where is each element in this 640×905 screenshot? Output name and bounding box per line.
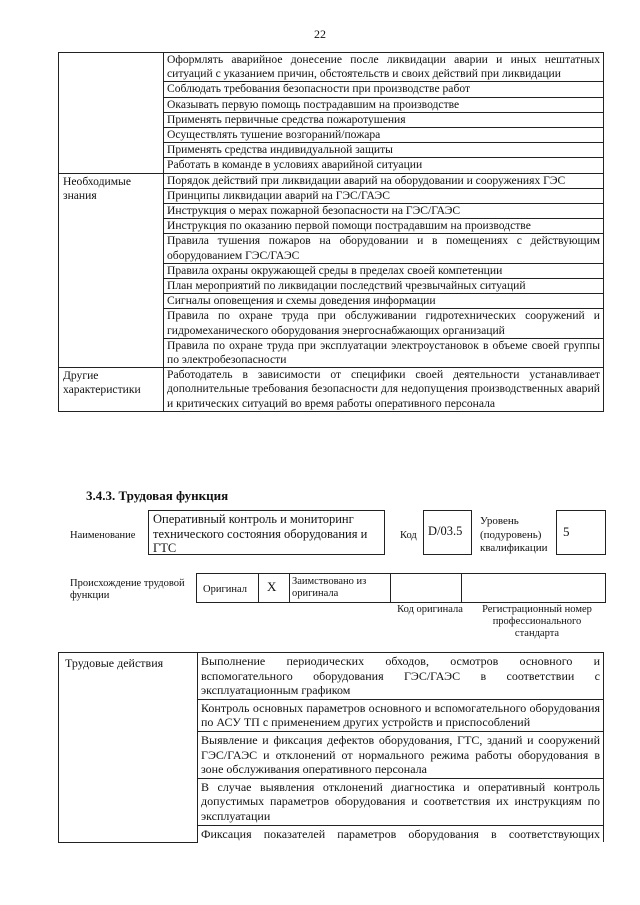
row-label: Другие характеристики [59, 368, 164, 412]
divider [390, 574, 391, 602]
list-item: Правила тушения пожаров на оборудовании и в помещениях с действующим оборудованием ГЭС/ГАЭС [164, 234, 604, 263]
list-item: Осуществлять тушение возгораний/пожара [164, 128, 604, 143]
divider [258, 574, 259, 602]
name-label: Наименование [70, 530, 136, 541]
code-value: D/03.5 [428, 524, 463, 538]
page-number: 22 [314, 27, 326, 41]
origin-box [196, 573, 606, 603]
row-label: Необходимые знания [59, 173, 164, 368]
list-item: Работать в команде в условиях аварийной ситуации [164, 158, 604, 173]
list-item: Порядок действий при ликвидации аварий на оборудовании и сооружениях ГЭС [164, 173, 604, 188]
list-item: Соблюдать требования безопасности при производстве работ [164, 82, 604, 97]
original-mark: X [267, 579, 277, 594]
list-item: Инструкция по оказанию первой помощи пострадавшим на производстве [164, 219, 604, 234]
level-label: Уровень (подуровень) квалификации [480, 515, 548, 554]
list-item: Применять первичные средства пожаротушения [164, 112, 604, 127]
list-item: Выявление и фиксация дефектов оборудования, ГТС, зданий и сооружений ГЭС/ГАЭС и отклонений от нормального режима работы оборудования в зоне обслуживания оперативного персонала [198, 731, 604, 778]
labor-actions-table [58, 652, 604, 843]
list-item: Правила по охране труда при эксплуатации электроустановок в объеме своей группы по электробезопасности [164, 338, 604, 367]
list-item: Инструкция о мерах пожарной безопасности на ГЭС/ГАЭС [164, 204, 604, 219]
table-row [59, 53, 604, 82]
list-item: Правила охраны окружающей среды в пределах своей компетенции [164, 263, 604, 278]
reg-caption: Регистрационный номер профессионального стандарта [482, 604, 592, 639]
row-label [59, 53, 164, 174]
list-item: Работодатель в зависимости от специфики своей деятельности устанавливает дополнительные требования безопасности для недопущения производственных аварий и критических ситуаций во время работы оперативного персонала [164, 368, 604, 412]
list-item: Сигналы оповещения и схемы доведения информации [164, 294, 604, 309]
divider [289, 574, 290, 602]
name-value: Оперативный контроль и мониторинг технического состояния оборудования и ГТС [153, 512, 368, 555]
list-item: План мероприятий по ликвидации последствий чрезвычайных ситуаций [164, 279, 604, 294]
list-item: Оформлять аварийное донесение после ликвидации аварии и иных нештатных ситуаций с указанием причин, обстоятельств и своих действий при ликвидации [164, 53, 604, 82]
list-item: Фиксация показателей параметров оборудования в соответствующих [198, 825, 604, 842]
skills-knowledge-table [58, 52, 604, 412]
code-label: Код [400, 530, 417, 541]
list-item: Применять средства индивидуальной защиты [164, 143, 604, 158]
table-row [59, 173, 604, 188]
list-item: Оказывать первую помощь пострадавшим на производстве [164, 97, 604, 112]
table-row [59, 653, 604, 700]
list-item: Правила по охране труда при обслуживании гидротехнических сооружений и гидромеханического оборудования энергоснабжающих организаций [164, 309, 604, 338]
borrowed-label: Заимствовано из оригинала [292, 576, 367, 599]
list-item: Контроль основных параметров основного и вспомогательного оборудования по АСУ ТП с применением других устройств и приспособлений [198, 699, 604, 731]
list-item: Принципы ликвидации аварий на ГЭС/ГАЭС [164, 188, 604, 203]
name-value-box [148, 510, 385, 555]
list-item: В случае выявления отклонений диагностика и оперативный контроль допустимых параметров оборудования и соответствия их инструкциям по эксплуатации [198, 778, 604, 825]
list-item: Выполнение периодических обходов, осмотров основного и вспомогательного оборудования ГЭС/ГАЭС в соответствии с эксплуатационным графиком [198, 653, 604, 700]
code-caption: Код оригинала [397, 604, 463, 615]
divider [461, 574, 462, 602]
original-label: Оригинал [203, 584, 247, 595]
level-value: 5 [563, 524, 570, 539]
origin-label: Происхождение трудовой функции [70, 578, 185, 601]
row-label: Трудовые действия [59, 653, 198, 843]
table-row [59, 368, 604, 412]
code-value-box [423, 510, 472, 555]
section-title: 3.4.3. Трудовая функция [86, 488, 229, 503]
level-value-box [556, 510, 606, 555]
